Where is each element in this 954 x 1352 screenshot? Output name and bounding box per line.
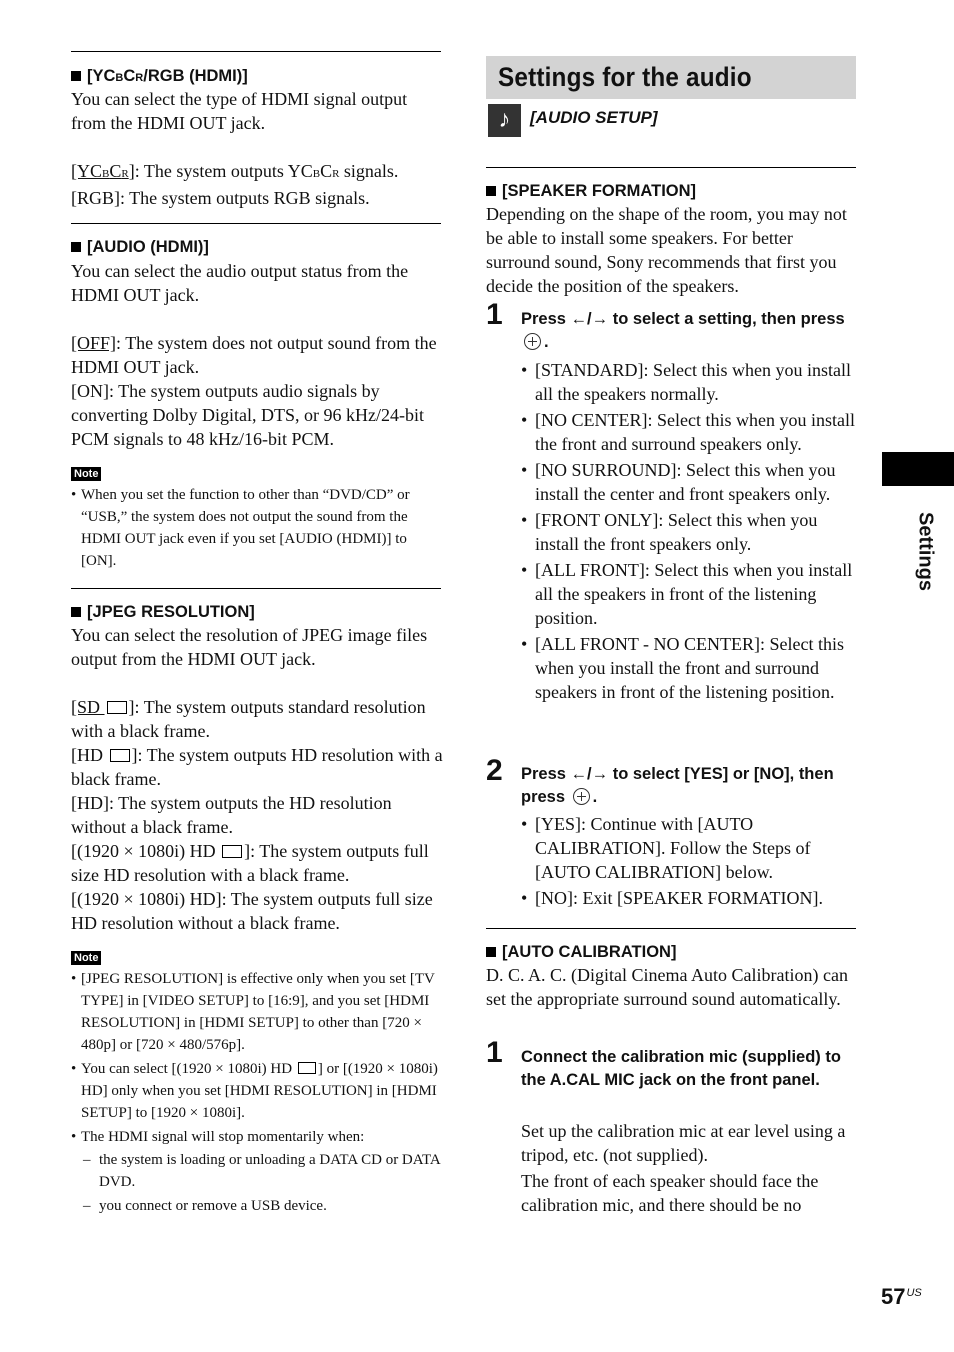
black-frame-icon: [298, 1062, 316, 1074]
side-tab-label: Settings: [914, 512, 937, 591]
square-bullet-icon: [71, 71, 81, 81]
step-instruction: Connect the calibration mic (supplied) to the A.CAL MIC jack on the front panel.: [521, 1048, 841, 1089]
yes-no-options: [521, 812, 856, 912]
square-bullet-icon: [71, 607, 81, 617]
audio-hdmi-heading: [AUDIO (HDMI)]: [71, 237, 209, 257]
divider: [71, 51, 441, 52]
page-number: $57^{US}$: [881, 1284, 922, 1309]
page-title: Settings for the audio: [498, 62, 752, 92]
auto-calibration-heading: [AUTO CALIBRATION]: [486, 942, 676, 962]
step-number: 1: [486, 1036, 503, 1069]
black-frame-icon: [110, 749, 130, 762]
square-bullet-icon: [486, 186, 496, 196]
divider: [486, 928, 856, 929]
divider: [486, 167, 856, 168]
calibration-instructions: Set up the calibration mic at ear level using a tripod, etc. (not supplied). The front of each speaker should face the calibration mic, and there should be no: [521, 1121, 846, 1215]
speaker-formation-body: Depending on the shape of the room, you may not be able to install some speakers. For better surround sound, Sony recommends that first you decide the position of the speakers.: [486, 204, 847, 296]
section-title-banner: [486, 56, 856, 99]
black-frame-icon: [222, 845, 242, 858]
list-item: • [NO]: Exit [SPEAKER FORMATION].: [521, 886, 856, 910]
step-number: 2: [486, 754, 503, 787]
music-note-icon: ♪: [488, 104, 521, 137]
audio-hdmi-note: • When you set the function to other than “DVD/CD” or “USB,” the system does not output the sound from the HDMI OUT jack even if you set [AUDIO (HDMI)] to [ON].: [71, 484, 443, 572]
list-item: • [ALL FRONT]: Select this when you install all the speakers in front of the listening position.: [521, 558, 856, 630]
jpeg-heading: [JPEG RESOLUTION]: [71, 602, 255, 622]
black-frame-icon: [107, 701, 127, 714]
note-label: Note: [71, 467, 101, 481]
side-tab-marker: [882, 452, 954, 486]
auto-calibration-body: D. C. A. C. (Digital Cinema Auto Calibration) can set the appropriate surround sound automatically.: [486, 965, 848, 1009]
square-bullet-icon: [486, 947, 496, 957]
step-instruction: Press ←/→ to select [YES] or [NO], then press .: [521, 765, 834, 806]
ycbcr-body: You can select the type of HDMI signal output from the HDMI OUT jack. [YCBCR]: The system outputs YCBCR signals. [RGB]: The system outputs RGB signals.: [71, 89, 408, 208]
note-label: Note: [71, 951, 101, 965]
formation-options: [521, 358, 856, 706]
list-item: • [STANDARD]: Select this when you install all the speakers normally.: [521, 358, 856, 406]
speaker-formation-heading: [SPEAKER FORMATION]: [486, 181, 696, 201]
divider: [71, 588, 441, 589]
list-item: • [ALL FRONT - NO CENTER]: Select this when you install the front and surround speakers in front of the listening position.: [521, 632, 856, 704]
square-bullet-icon: [71, 242, 81, 252]
list-item: • [NO CENTER]: Select this when you install the front and surround speakers only.: [521, 408, 856, 456]
jpeg-note: • [JPEG RESOLUTION] is effective only when you set [TV TYPE] in [VIDEO SETUP] to [16:9], and you set [HDMI RESOLUTION] in [HDMI SETUP] to other than [720 × 480p] or [720 × 480/576p]. • You can select [(1920 × 1080i) HD ] or [(1920 × 1080i) HD] only when you set [HDMI RESOLUTION] in [HDMI SETUP] to [1920 × 1080i]. • The HDMI signal will stop momentarily when: – the system is loading or unloading a DATA CD or DATA DVD. – you connect or remove a USB device.: [71, 968, 443, 1217]
jpeg-body: You can select the resolution of JPEG image files output from the HDMI OUT jack. [SD ]: The system outputs standard resolution with a black frame. [HD ]: The system outputs HD resolution with a black frame. [HD]: The system outputs the HD resolution without a black frame. [(1920 × 1080i) HD ]: The system outputs full size HD resolution with a black frame. [(1920 × 1080i) HD]: The system outputs full size HD resolution without a black frame.: [71, 625, 443, 933]
list-item: • [YES]: Continue with [AUTO CALIBRATION]. Follow the Steps of [AUTO CALIBRATION] below.: [521, 812, 856, 884]
step-instruction: Press ←/→ to select a setting, then press .: [521, 310, 845, 351]
audio-hdmi-body: You can select the audio output status from the HDMI OUT jack. [OFF]: The system does not output sound from the HDMI OUT jack. [ON]: The system outputs audio signals by converting Dolby Digital, DTS, or 96 kHz/24-bit PCM signals to 48 kHz/16-bit PCM.: [71, 261, 437, 449]
list-item: • [FRONT ONLY]: Select this when you install the front speakers only.: [521, 508, 856, 556]
enter-button-icon: [573, 788, 590, 805]
ycbcr-heading: [YCBCR/RGB (HDMI)]: [71, 66, 248, 88]
step-number: 1: [486, 298, 503, 331]
list-item: • [NO SURROUND]: Select this when you install the center and front speakers only.: [521, 458, 856, 506]
enter-button-icon: [524, 333, 541, 350]
section-subtitle: [AUDIO SETUP]: [530, 108, 658, 127]
divider: [71, 223, 441, 224]
